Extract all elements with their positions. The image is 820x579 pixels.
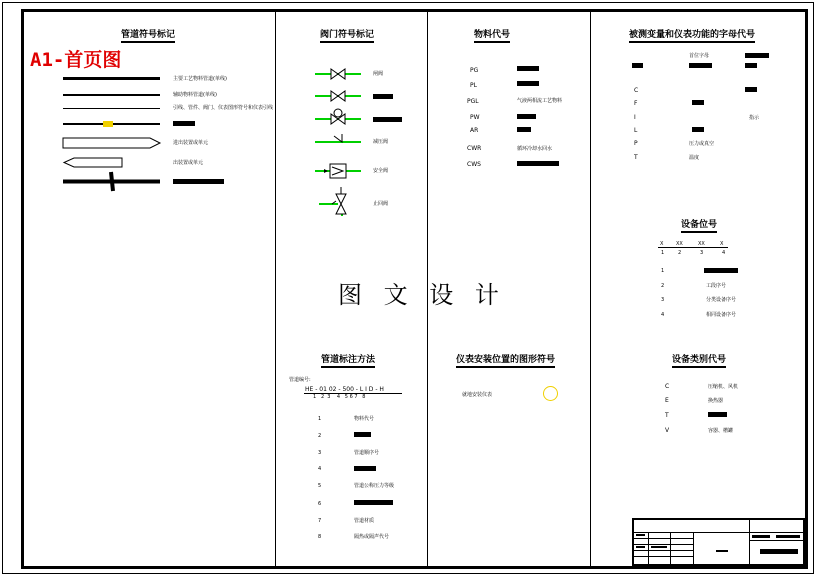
thin-line xyxy=(63,108,160,109)
pos-row-1-n: 1 xyxy=(661,268,665,274)
pipe-labeling-title: 管道标注方法 xyxy=(321,352,375,365)
valve-item-redacted-1 xyxy=(373,94,393,99)
letter-i: I xyxy=(634,114,636,121)
pos-code-underline xyxy=(658,247,728,248)
letter-c: C xyxy=(634,87,639,94)
tb-row-4 xyxy=(633,556,693,557)
pl-row-4-n: 4 xyxy=(318,466,322,472)
code-pgl: PGL xyxy=(467,98,479,105)
watermark-title: A1-首页图 xyxy=(30,49,122,71)
valve-symbols-title: 阀门符号标记 xyxy=(320,27,374,40)
pos-row-3-text: 分类设备序号 xyxy=(706,297,737,303)
pos-code-1: X xyxy=(660,241,664,247)
letters-col-header-2 xyxy=(745,53,769,58)
pos-num-1: 1 xyxy=(661,250,665,256)
code-pw: PW xyxy=(470,114,480,121)
pipe-symbols-title: 管道符号标记 xyxy=(121,27,175,40)
pl-row-1-n: 1 xyxy=(318,416,322,422)
tb-row-1 xyxy=(633,538,693,539)
pl-row-5-n: 5 xyxy=(318,483,322,489)
tb-cell-1 xyxy=(636,534,645,536)
pipe-item-2: 辅助物料管道(单线) xyxy=(173,92,217,98)
instrument-position-title: 仪表安装位置的图形符号 xyxy=(456,352,555,365)
tb-hline-2 xyxy=(750,540,805,541)
pl-row-7-text: 管道材质 xyxy=(354,518,375,524)
code-pgl-desc: 气液两相流工艺物料 xyxy=(517,98,563,104)
pos-row-2-n: 2 xyxy=(661,283,665,289)
cat-e-text: 换热器 xyxy=(708,398,724,404)
aux-pipe-line xyxy=(63,94,160,96)
tb-cell-4 xyxy=(716,550,728,552)
cat-c-text: 压缩机、风机 xyxy=(708,384,739,390)
valve-item-reducing: 减压阀 xyxy=(373,139,389,145)
letter-t-desc: 温度 xyxy=(689,155,700,161)
code-pl-desc xyxy=(517,81,539,86)
tb-hline-1 xyxy=(632,532,805,533)
pl-row-8-text: 隔热或隔声代号 xyxy=(354,534,390,540)
tb-cell-5 xyxy=(752,535,770,538)
pipe-item-5: 出装置或单元 xyxy=(173,160,204,166)
pl-row-6-text xyxy=(354,500,393,505)
letter-f: F xyxy=(634,100,638,107)
valve-item-safety: 安全阀 xyxy=(373,168,389,174)
pl-row-1-text: 物料代号 xyxy=(354,416,375,422)
code-ar-desc xyxy=(517,127,531,132)
title-block xyxy=(632,518,805,566)
device-position-title: 设备位号 xyxy=(681,217,717,230)
pos-code-3: XX xyxy=(698,241,705,247)
pl-row-4-text xyxy=(354,466,376,471)
pl-row-3-text: 管道顺序号 xyxy=(354,450,380,456)
valve-item-check: 止回阀 xyxy=(373,201,389,207)
cat-t: T xyxy=(665,412,669,419)
letter-c-func xyxy=(745,87,757,92)
tb-cell-2 xyxy=(636,546,645,548)
code-pw-desc xyxy=(517,114,536,119)
code-cwr-desc: 循环冷却水回水 xyxy=(517,146,553,152)
pl-row-2-text xyxy=(354,432,371,437)
cat-e: E xyxy=(665,397,669,404)
letter-p-desc: 压力或真空 xyxy=(689,141,715,147)
divider-3 xyxy=(590,11,591,567)
yellow-marker xyxy=(103,121,113,127)
pos-row-3-n: 3 xyxy=(661,297,665,303)
instrument-local: 就地安装仪表 xyxy=(462,392,493,398)
pos-num-4: 4 xyxy=(722,250,726,256)
tb-col-2 xyxy=(670,532,671,566)
letter-l-desc xyxy=(692,127,704,132)
pl-row-7-n: 7 xyxy=(318,518,322,524)
valve-item-gate: 闸阀 xyxy=(373,71,384,77)
code-pl: PL xyxy=(470,82,477,89)
code-pg-desc xyxy=(517,66,539,71)
pos-num-2: 2 xyxy=(678,250,682,256)
valve-symbols xyxy=(314,66,362,216)
tb-cell-7 xyxy=(760,549,798,554)
pl-row-2-n: 2 xyxy=(318,433,322,439)
divider-1 xyxy=(275,11,276,567)
pl-row-3-n: 3 xyxy=(318,450,322,456)
code-cws-desc xyxy=(517,161,559,166)
main-pipe-line xyxy=(63,77,160,80)
letters-row-0-c xyxy=(745,63,757,68)
pos-row-1-text xyxy=(704,268,738,273)
center-title: 图 文 设 计 xyxy=(338,281,506,309)
tb-vline-1 xyxy=(749,518,750,566)
pl-row-8-n: 8 xyxy=(318,534,322,540)
pipe-label-code: HE - 01 02 - 500 - L I D - H xyxy=(305,386,384,393)
pipe-item-3: 引线、管件、阀门、仪表图形符号和仪表引线 xyxy=(173,105,274,111)
letter-i-func: 指示 xyxy=(749,115,760,121)
pipe-break-symbol xyxy=(62,171,162,193)
pl-row-6-n: 6 xyxy=(318,501,322,507)
pipe-item-1: 主要工艺物料管道(单线) xyxy=(173,76,227,82)
code-cwr: CWR xyxy=(467,145,482,152)
letters-row-0-b xyxy=(689,63,712,68)
pl-row-5-text: 管道公称压力等级 xyxy=(354,483,395,489)
pos-row-4-n: 4 xyxy=(661,312,665,318)
cat-v-text: 容器、槽罐 xyxy=(708,428,734,434)
letter-l: L xyxy=(634,127,638,134)
tb-cell-6 xyxy=(776,535,800,538)
letter-codes-title: 被测变量和仪表功能的字母代号 xyxy=(629,27,755,40)
code-pg: PG xyxy=(470,67,479,74)
pos-code-2: XX xyxy=(676,241,683,247)
device-category-title: 设备类别代号 xyxy=(672,352,726,365)
pos-num-3: 3 xyxy=(700,250,704,256)
code-ar: AR xyxy=(470,127,479,134)
tb-row-2 xyxy=(633,544,693,545)
tb-col-1 xyxy=(648,532,649,566)
pipe-item-4: 进出装置或单元 xyxy=(173,140,209,146)
letters-col-header: 首位字母 xyxy=(689,53,710,59)
letters-row-0-a xyxy=(632,63,643,68)
pipe-label-numbers: 1 2 3 4 5 6 7 8 xyxy=(313,394,366,400)
pipe-label-caption: 管道编号: xyxy=(289,377,311,383)
tb-row-3 xyxy=(633,550,693,551)
cat-t-text xyxy=(708,412,727,417)
tb-cell-3 xyxy=(651,546,667,548)
cat-c: C xyxy=(665,383,670,390)
pipe-item-redacted-1 xyxy=(173,121,195,126)
letter-p: P xyxy=(634,140,638,147)
valve-item-redacted-2 xyxy=(373,117,402,122)
letter-t: T xyxy=(634,154,638,161)
tb-vline-2 xyxy=(693,532,694,566)
material-codes-title: 物料代号 xyxy=(474,27,510,40)
cat-v: V xyxy=(665,427,670,434)
code-cws: CWS xyxy=(467,161,481,168)
pos-row-4-text: 相同设备序号 xyxy=(706,312,737,318)
pos-code-4: X xyxy=(720,241,724,247)
letter-f-desc xyxy=(692,100,704,105)
pipe-item-redacted-2 xyxy=(173,179,224,184)
instrument-circle-icon xyxy=(543,386,558,401)
pos-row-2-text: 工段序号 xyxy=(706,283,727,289)
arrow-symbols xyxy=(62,136,162,168)
